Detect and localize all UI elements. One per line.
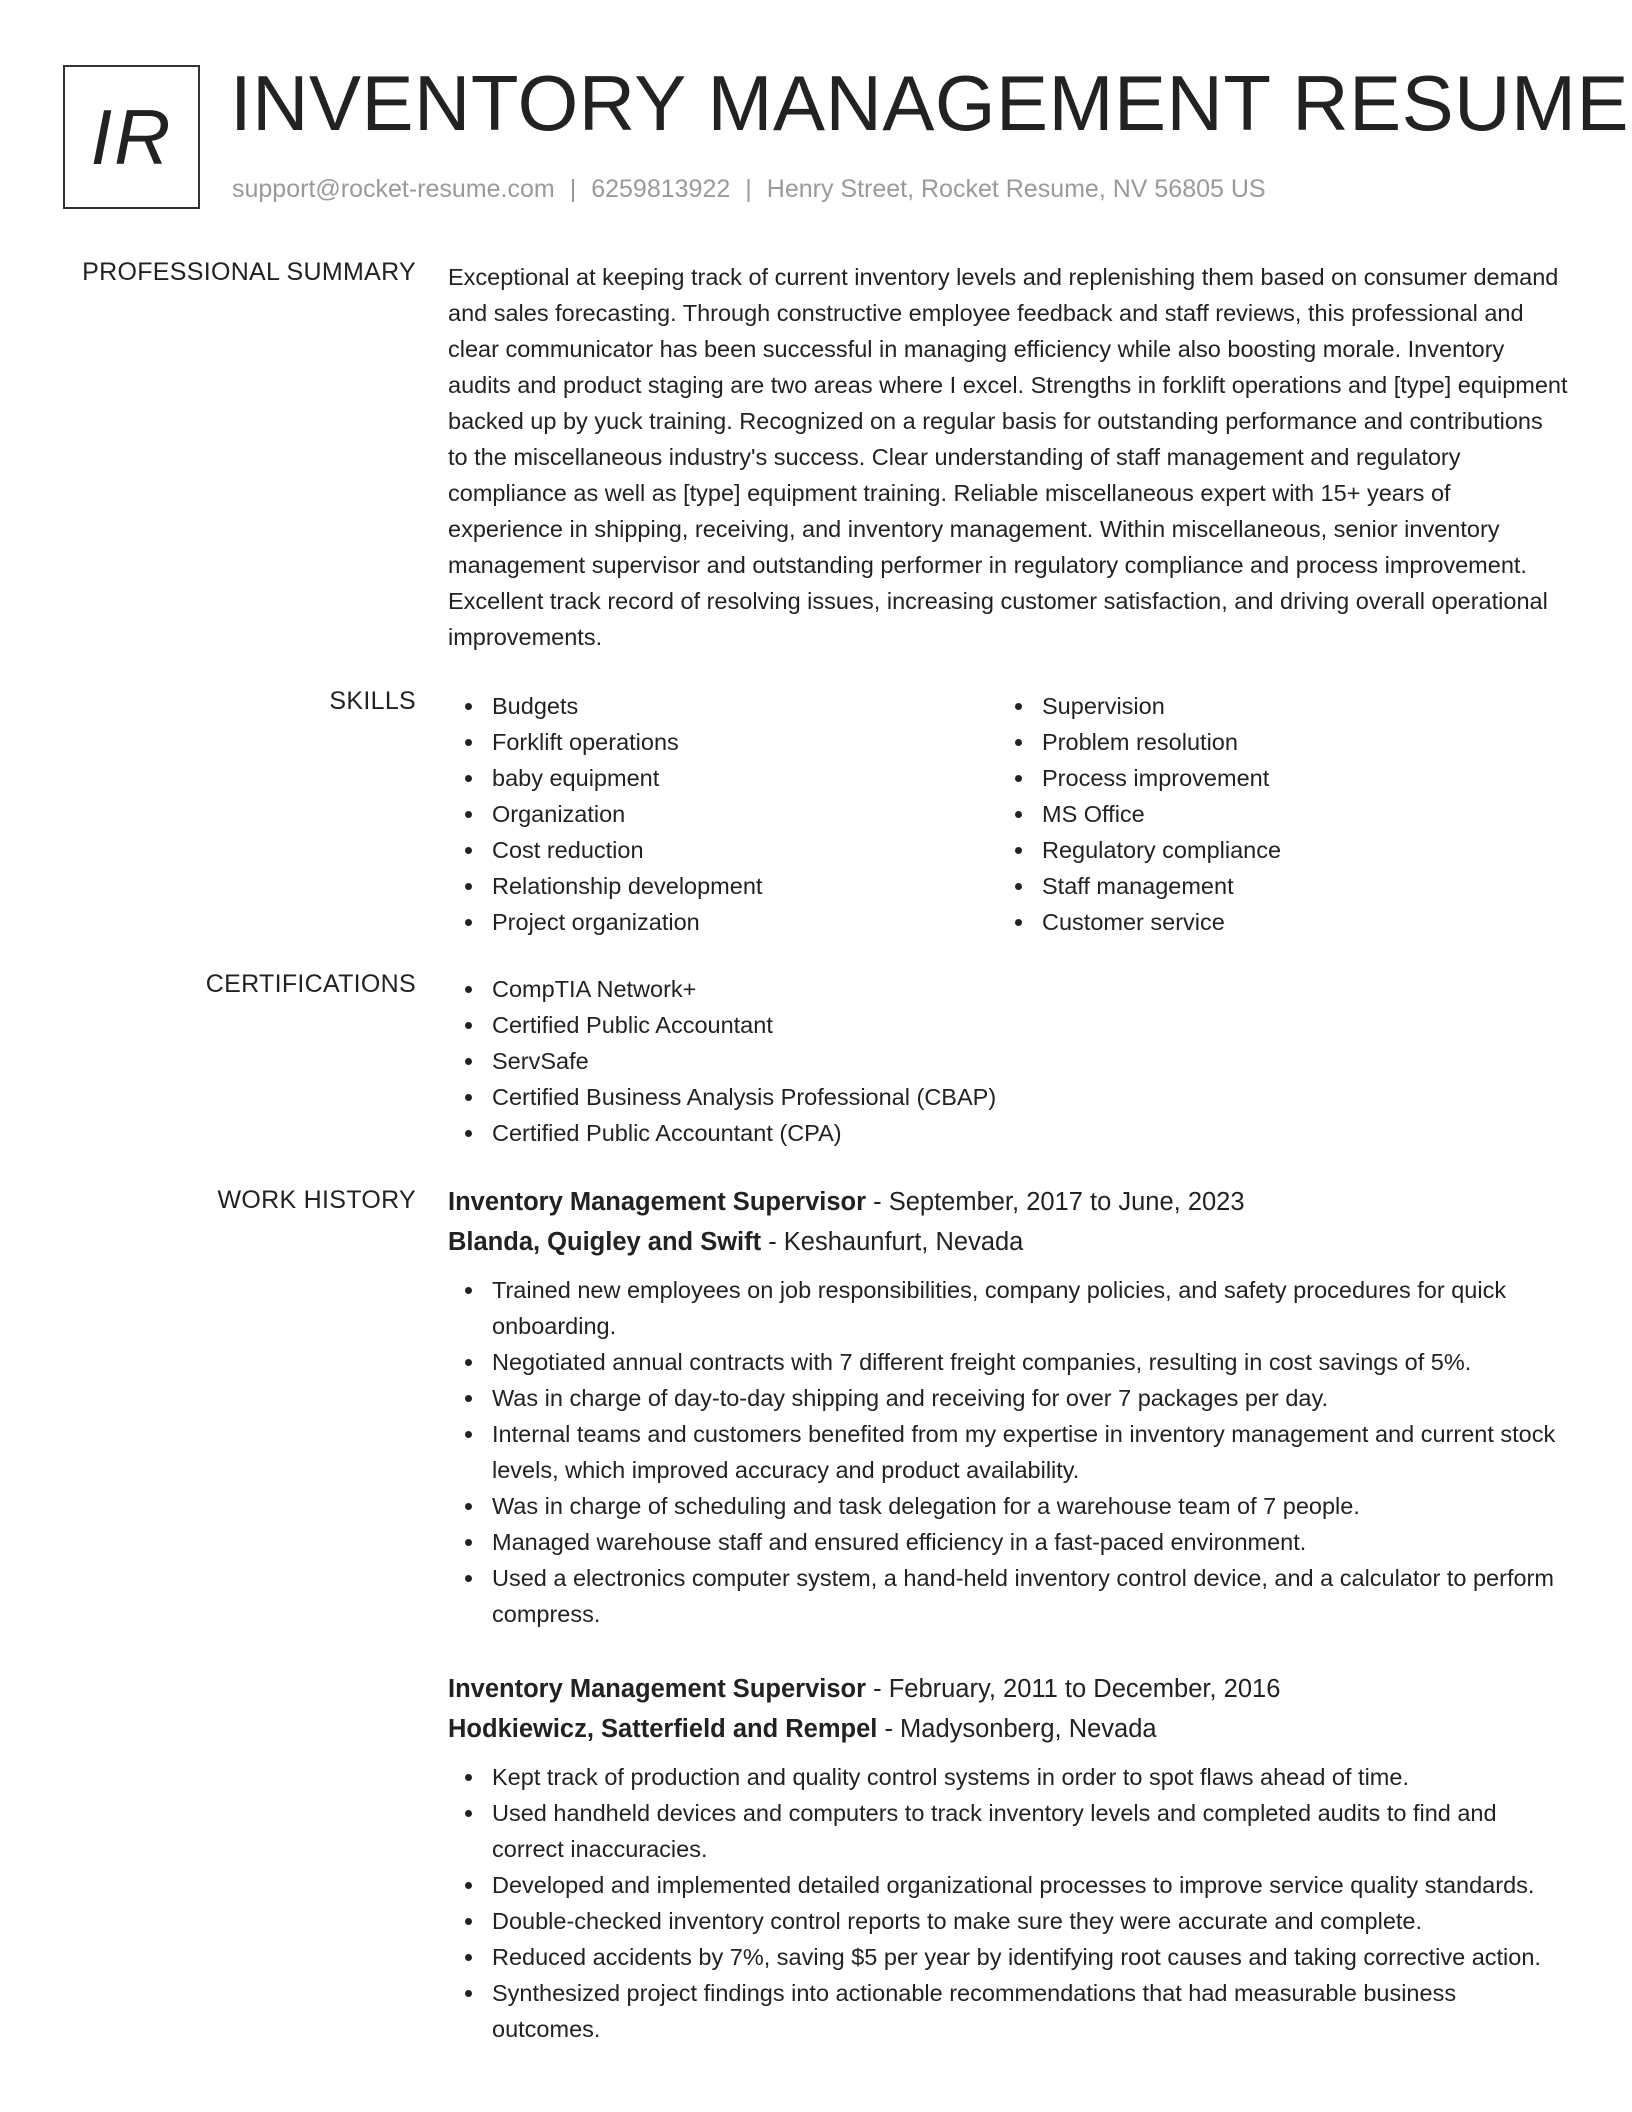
skill-item: Budgets	[448, 688, 998, 724]
job-title: Inventory Management Supervisor	[448, 1675, 867, 1703]
job-bullet: Managed warehouse staff and ensured efficiency in a fast-paced environment.	[448, 1524, 1568, 1560]
job-company: Blanda, Quigley and Swift	[448, 1228, 762, 1256]
job-company: Hodkiewicz, Satterfield and Rempel	[448, 1715, 878, 1743]
skill-item: Organization	[448, 796, 998, 832]
skill-item: Project organization	[448, 904, 998, 940]
job-bullets	[448, 1272, 1568, 1632]
certifications-list	[448, 971, 1568, 1151]
contact-separator: |	[569, 175, 577, 203]
skill-item: Forklift operations	[448, 724, 998, 760]
job-title-line	[448, 1669, 1568, 1709]
contact-email: support@rocket-resume.com	[232, 175, 555, 203]
skill-item: Problem resolution	[998, 724, 1548, 760]
monogram-logo: IR	[63, 65, 200, 209]
skills-body	[448, 688, 1568, 940]
job-title: Inventory Management Supervisor	[448, 1188, 867, 1216]
skill-item: Relationship development	[448, 868, 998, 904]
summary-text: Exceptional at keeping track of current inventory levels and replenishing them based on consumer demand and sales forecasting. Through constructive employee feedback and staff reviews, this professional and clear communicator has been successful in managing efficiency while also boosting morale. Inventory audits and product staging are two areas where I excel. Strengths in forklift operations and [type] equipment backed up by yuck training. Recognized on a regular basis for outstanding performance and contributions to the miscellaneous industry's success. Clear understanding of staff management and regulatory compliance as well as [type] equipment training. Reliable miscellaneous expert with 15+ years of experience in shipping, receiving, and inventory management. Within miscellaneous, senior inventory management supervisor and outstanding performer in regulatory compliance and process improvement. Excellent track record of resolving issues, increasing customer satisfaction, and driving overall operational improvements.	[448, 264, 1568, 650]
certification-item: Certified Public Accountant	[448, 1007, 1568, 1043]
job-bullet: Was in charge of scheduling and task delegation for a warehouse team of 7 people.	[448, 1488, 1568, 1524]
contact-phone: 6259813922	[591, 175, 731, 203]
skill-item: Staff management	[998, 868, 1548, 904]
job-bullet: Synthesized project findings into actionable recommendations that had measurable business outcomes.	[448, 1975, 1568, 2047]
job-location: - Keshaunfurt, Nevada	[761, 1228, 1024, 1256]
job-dates: - September, 2017 to June, 2023	[866, 1188, 1245, 1216]
job-title-line	[448, 1182, 1568, 1222]
certification-item: CompTIA Network+	[448, 971, 1568, 1007]
job-location: - Madysonberg, Nevada	[877, 1715, 1157, 1743]
job-bullet: Double-checked inventory control reports to make sure they were accurate and complete.	[448, 1903, 1568, 1939]
skill-item: baby equipment	[448, 760, 998, 796]
job-company-line	[448, 1709, 1568, 1749]
job-entry	[448, 1669, 1568, 2047]
skills-grid	[448, 688, 1568, 940]
job-company-line	[448, 1222, 1568, 1262]
page-title: INVENTORY MANAGEMENT RESUME	[230, 59, 1629, 147]
job-bullet: Trained new employees on job responsibilities, company policies, and safety procedures for quick onboarding.	[448, 1272, 1568, 1344]
skills-list-right	[998, 688, 1548, 940]
contact-address: Henry Street, Rocket Resume, NV 56805 US	[766, 175, 1266, 203]
job-dates: - February, 2011 to December, 2016	[866, 1675, 1281, 1703]
skill-item: Process improvement	[998, 760, 1548, 796]
job-bullet: Was in charge of day-to-day shipping and receiving for over 7 packages per day.	[448, 1380, 1568, 1416]
summary-heading: PROFESSIONAL SUMMARY	[82, 258, 416, 286]
skill-item: MS Office	[998, 796, 1548, 832]
skills-list-left	[448, 688, 998, 940]
skill-item: Regulatory compliance	[998, 832, 1548, 868]
certification-item: Certified Public Accountant (CPA)	[448, 1115, 1568, 1151]
certification-item: Certified Business Analysis Professional (CBAP)	[448, 1079, 1568, 1115]
certifications-heading: CERTIFICATIONS	[205, 970, 416, 998]
skill-item: Customer service	[998, 904, 1548, 940]
certifications-body	[448, 971, 1568, 1151]
job-bullet: Internal teams and customers benefited from my expertise in inventory management and current stock levels, which improved accuracy and product availability.	[448, 1416, 1568, 1488]
work-history-heading: WORK HISTORY	[217, 1186, 416, 1214]
job-entry	[448, 1182, 1568, 1632]
job-bullet: Developed and implemented detailed organizational processes to improve service quality standards.	[448, 1867, 1568, 1903]
certification-item: ServSafe	[448, 1043, 1568, 1079]
contact-separator: |	[745, 175, 752, 203]
job-bullet: Used a electronics computer system, a hand-held inventory control device, and a calculator to perform compress.	[448, 1560, 1568, 1632]
contact-line	[232, 175, 1266, 204]
job-bullet: Reduced accidents by 7%, saving $5 per year by identifying root causes and taking corrective action.	[448, 1939, 1568, 1975]
job-bullets	[448, 1759, 1568, 2047]
job-bullet: Kept track of production and quality control systems in order to spot flaws ahead of time.	[448, 1759, 1568, 1795]
skill-item: Supervision	[998, 688, 1548, 724]
skill-item: Cost reduction	[448, 832, 998, 868]
job-bullet: Used handheld devices and computers to track inventory levels and completed audits to find and correct inaccuracies.	[448, 1795, 1568, 1867]
skills-heading: SKILLS	[329, 687, 416, 715]
job-bullet: Negotiated annual contracts with 7 different freight companies, resulting in cost savings of 5%.	[448, 1344, 1568, 1380]
